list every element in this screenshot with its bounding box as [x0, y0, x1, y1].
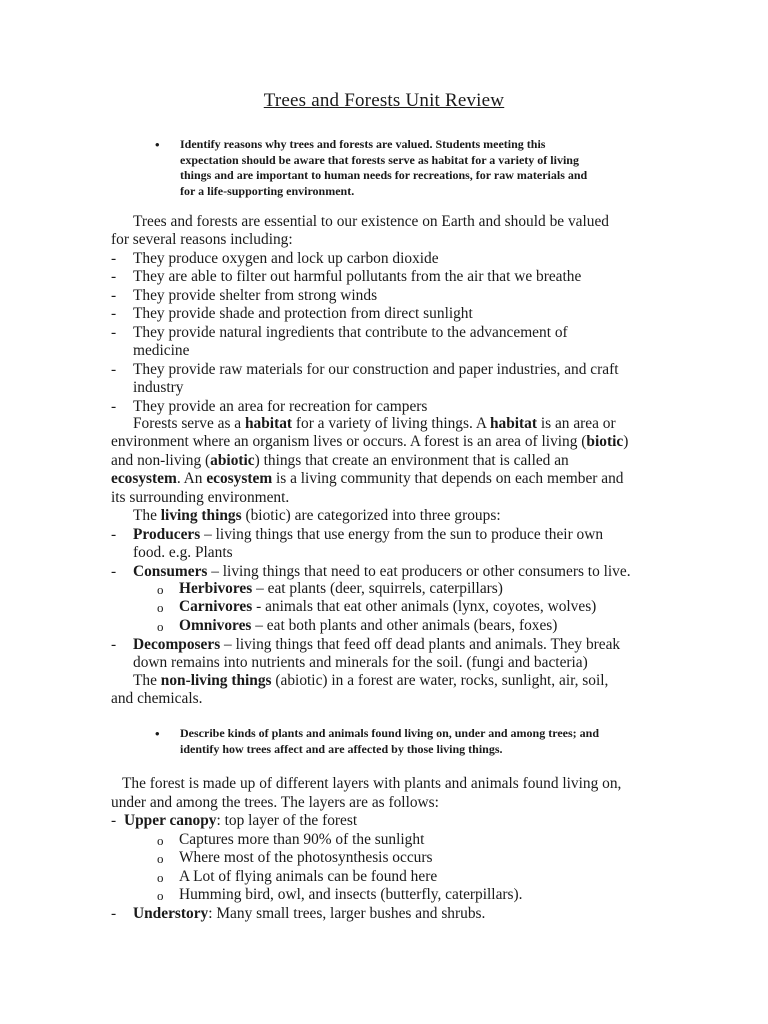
sublist-marker: o	[157, 619, 164, 634]
reason-item: They provide shade and protection from direct sunlight	[133, 305, 473, 322]
reason-item: They provide natural ingredients that contribute to the advancement of	[133, 324, 568, 341]
text: The	[133, 507, 161, 524]
outcome-line: identify how trees affect and are affected by those living things.	[180, 741, 503, 756]
reason-item: They provide an area for recreation for campers	[133, 398, 428, 415]
sublist-marker: o	[157, 888, 164, 903]
term-non-living-things: non-living things	[160, 672, 272, 689]
herbivores-item	[179, 580, 503, 598]
list-dash: -	[111, 563, 117, 580]
text: – living things that need to eat producers or other consumers to live.	[207, 563, 631, 580]
text: )	[623, 433, 629, 450]
decomposers-item	[133, 636, 620, 654]
understory-item	[133, 905, 485, 923]
sublist-marker: o	[157, 851, 164, 866]
term-omnivores: Omnivores	[179, 617, 252, 634]
upper-canopy-item	[124, 812, 357, 830]
layers-intro-1: The forest is made up of different layers with plants and animals found living on,	[122, 775, 622, 792]
term-decomposers: Decomposers	[133, 636, 221, 653]
reason-item: They produce oxygen and lock up carbon dioxide	[133, 250, 439, 267]
nonliving-line-2: and chemicals.	[111, 690, 203, 707]
text: is a living community that depends on each member and	[272, 470, 624, 487]
nonliving-line-1	[133, 672, 608, 690]
list-dash: -	[111, 812, 117, 829]
text: – eat both plants and other animals (bears, foxes)	[251, 617, 558, 634]
reason-item: They are able to filter out harmful pollutants from the air that we breathe	[133, 268, 582, 285]
outcome-line: for a life-supporting environment.	[180, 183, 355, 198]
reason-item: They provide shelter from strong winds	[133, 287, 378, 304]
sublist-marker: o	[157, 582, 164, 597]
habitat-line-5: its surrounding environment.	[111, 489, 290, 506]
list-dash: -	[111, 268, 117, 285]
text: . An	[176, 470, 207, 487]
text: : top layer of the forest	[216, 812, 358, 829]
consumers-item	[133, 563, 631, 581]
producers-item-cont: food. e.g. Plants	[133, 544, 233, 561]
term-herbivores: Herbivores	[179, 580, 253, 597]
term-carnivores: Carnivores	[179, 598, 253, 615]
term-abiotic: abiotic	[210, 452, 255, 469]
habitat-line-4	[111, 470, 623, 488]
list-dash: -	[111, 398, 117, 415]
term-biotic: biotic	[586, 433, 624, 450]
outcome-bullet: •	[155, 137, 160, 152]
list-dash: -	[111, 636, 117, 653]
sublist-marker: o	[157, 870, 164, 885]
outcome-line: things and are important to human needs for recreations, for raw materials and	[180, 168, 588, 183]
term-living-things: living things	[160, 507, 242, 524]
list-dash: -	[111, 287, 117, 304]
list-dash: -	[111, 526, 117, 543]
intro-line-2: for several reasons including:	[111, 231, 293, 248]
outcome-line: expectation should be aware that forests serve as habitat for a variety of living	[180, 152, 579, 167]
text: The	[133, 672, 161, 689]
text: (biotic) are categorized into three groups:	[241, 507, 501, 524]
upper-canopy-subitem: A Lot of flying animals can be found here	[179, 868, 438, 885]
omnivores-item	[179, 617, 557, 635]
text: Forests serve as a	[133, 415, 245, 432]
term-upper-canopy: Upper canopy	[124, 812, 217, 829]
reason-item-cont: industry	[133, 379, 184, 396]
text: – eat plants (deer, squirrels, caterpillars)	[252, 580, 503, 597]
upper-canopy-subitem: Humming bird, owl, and insects (butterfly, caterpillars).	[179, 886, 523, 903]
reason-item: They provide raw materials for our construction and paper industries, and craft	[133, 361, 619, 378]
intro-line-1: Trees and forests are essential to our existence on Earth and should be valued	[133, 213, 609, 230]
text: for a variety of living things. A	[292, 415, 490, 432]
upper-canopy-subitem: Where most of the photosynthesis occurs	[179, 849, 433, 866]
list-dash: -	[111, 305, 117, 322]
page-title: Trees and Forests Unit Review	[263, 90, 505, 111]
habitat-line-3	[111, 452, 569, 470]
producers-item	[133, 526, 603, 544]
list-dash: -	[111, 361, 117, 378]
outcome-2	[180, 726, 660, 757]
text: and non-living (	[111, 452, 211, 469]
layers-intro-2: under and among the trees. The layers are as follows:	[111, 794, 439, 811]
list-dash: -	[111, 250, 117, 267]
outcome-bullet: •	[155, 726, 160, 741]
habitat-line-2	[111, 433, 628, 451]
term-habitat: habitat	[244, 415, 293, 432]
text: : Many small trees, larger bushes and shrubs.	[208, 905, 486, 922]
outcome-1	[180, 137, 660, 199]
text: - animals that eat other animals (lynx, coyotes, wolves)	[252, 598, 597, 615]
carnivores-item	[179, 598, 596, 616]
list-dash: -	[111, 324, 117, 341]
text: – living things that use energy from the sun to produce their own	[200, 526, 604, 543]
living-intro	[133, 507, 501, 525]
text: – living things that feed off dead plants and animals. They break	[220, 636, 621, 653]
decomposers-item-cont: down remains into nutrients and minerals for the soil. (fungi and bacteria)	[133, 654, 588, 671]
sublist-marker: o	[157, 833, 164, 848]
text: (abiotic) in a forest are water, rocks, sunlight, air, soil,	[271, 672, 609, 689]
term-habitat: habitat	[489, 415, 537, 432]
term-producers: Producers	[133, 526, 201, 543]
term-consumers: Consumers	[133, 563, 208, 580]
text: is an area or	[537, 415, 616, 432]
outcome-line: Describe kinds of plants and animals found living on, under and among trees; and	[180, 726, 599, 740]
term-understory: Understory	[133, 905, 209, 922]
sublist-marker: o	[157, 600, 164, 615]
text: ) things that create an environment that is called an	[254, 452, 569, 469]
habitat-line-1	[133, 415, 616, 433]
upper-canopy-subitem: Captures more than 90% of the sunlight	[179, 831, 425, 848]
term-ecosystem: ecosystem	[111, 470, 177, 487]
reason-item-cont: medicine	[133, 342, 190, 359]
list-dash: -	[111, 905, 117, 922]
text: environment where an organism lives or occurs. A forest is an area of living (	[111, 433, 587, 450]
term-ecosystem: ecosystem	[206, 470, 273, 487]
outcome-line: Identify reasons why trees and forests are valued. Students meeting this	[180, 137, 546, 151]
